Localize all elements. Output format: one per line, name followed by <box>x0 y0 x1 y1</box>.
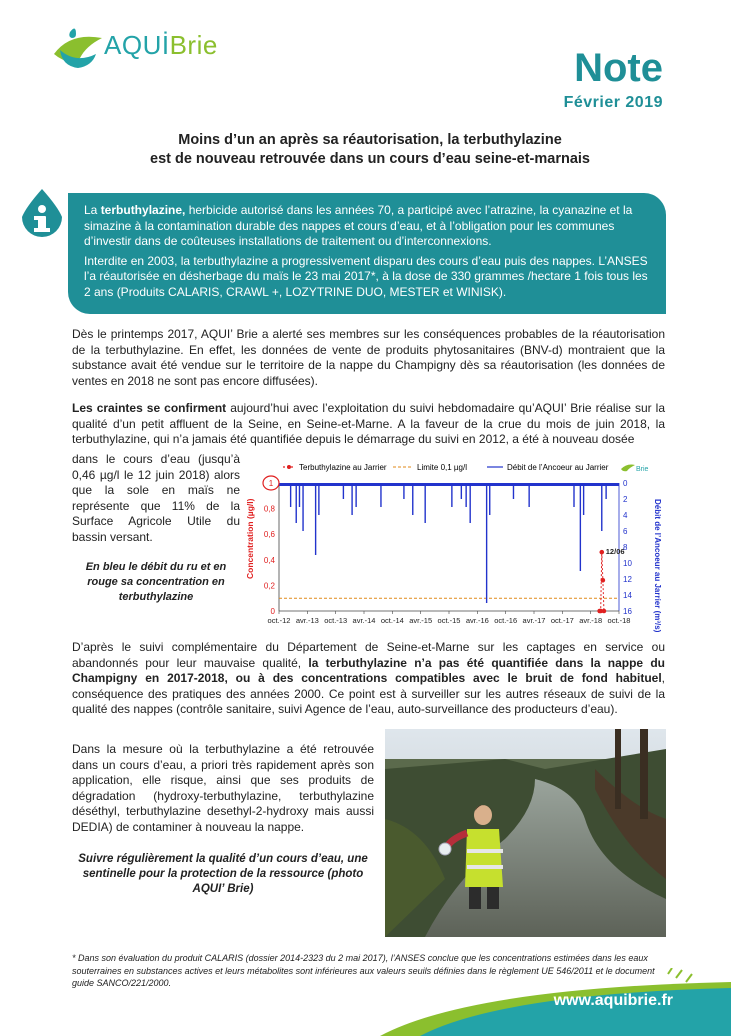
info-paragraph-1: La terbuthylazine, herbicide autorisé dans les années 70, a participé avec l’atrazine, la cyanazine et la simazine à la contamination durable des nappes et cours d’eau, et à l’obligation pour les communes d’investir dans de coûteuses installations de traitement ou d’interconnexions. <box>84 203 633 249</box>
paragraph-craintes-side: dans le cours d’eau (jusqu’à 0,46 µg/l le 12 juin 2018) alors que la sole en maïs ne représente que 11% de la Surface Agricole Utile du bassin versant. <box>72 452 240 544</box>
highlight-label: 1 <box>268 479 274 488</box>
y2-tick-label: 6 <box>623 527 628 536</box>
x-tick-label: oct.-16 <box>494 616 518 625</box>
y-tick-label: 0 <box>270 607 275 616</box>
x-tick-label: avr.-13 <box>295 616 319 625</box>
concentration-flow-chart <box>243 459 663 634</box>
legend-flow: Débit de l’Ancoeur au Jarrier <box>507 463 609 472</box>
concentration-point <box>601 578 606 583</box>
paragraph-craintes: Les craintes se confirment aujourd’hui avec l’exploitation du suivi hebdomadaire qu’AQUI’ Brie réalise sur la qualité d’un petit affluent de la Seine, en Seine-et-Marne. A la faveur de la crue du mois de juin 2018, la terbuthylazine, qui n’a jamais été quantifiée depuis le démarrage du suivi en 2012, a été à nouveau dosée <box>72 401 666 447</box>
headline-line-2: est de nouveau retrouvée dans un cours d’eau seine-et-marnais <box>150 151 590 167</box>
y2-tick-label: 14 <box>623 591 632 600</box>
y2-tick-label: 2 <box>623 495 628 504</box>
note-date: Février 2019 <box>563 94 663 111</box>
logo-text: AQUİBrie <box>104 30 218 60</box>
x-tick-label: avr.-18 <box>579 616 603 625</box>
chart-caption: En bleu le débit du ru et en rouge sa concentration en terbuthylazine <box>85 561 227 603</box>
y2-tick-label: 12 <box>623 575 632 584</box>
peak-label: 12/06 <box>605 547 625 557</box>
y2-tick-label: 16 <box>623 607 632 616</box>
x-tick-label: oct.-15 <box>437 616 461 625</box>
x-tick-label: oct.-13 <box>324 616 348 625</box>
note-title: Note <box>574 46 663 90</box>
footnote: * Dans son évaluation du produit CALARIS (dossier 2014-2323 du 2 mai 2017), l’ANSES conclue que les concentrations estimées dans les eaux souterraines en substances actives et leurs métabolites sont inférieures aux valeurs seuils définies dans le règlement UE 546/2011 et le document guide SANCO/221/2000. <box>72 953 655 988</box>
headline <box>120 131 620 169</box>
y2-tick-label: 0 <box>623 479 628 488</box>
y2-tick-label: 10 <box>623 559 632 568</box>
concentration-point <box>602 609 607 614</box>
y-axis-label: Concentration (µg/l) <box>245 498 255 579</box>
legend-limit: Limite 0,1 µg/l <box>417 463 467 472</box>
x-tick-label: avr.-16 <box>465 616 489 625</box>
paragraph-nappe: D’après le suivi complémentaire du Département de Seine-et-Marne sur les captages en service ou abandonnés pour leur mauvaise qualité, la terbuthylazine n’a pas été quantifiée dans la nappe du Champigny en 2017-2018, ou à des concentrations compatibles avec le bruit de fond habituel, conséquence des pratiques des années 2000. Ce point est à surveiller sur les autres réseaux de suivi de la qualité des nappes (contrôle sanitaire, suivi Agence de l’eau, auto-surveillance des producteurs d’eau). <box>72 640 665 717</box>
x-tick-label: avr.-14 <box>352 616 376 625</box>
info-paragraph-2: Interdite en 2003, la terbuthylazine a progressivement disparu des cours d’eau puis des nappes. L’ANSES l’a réautorisée en désherbage du maïs le 23 mai 2017*, à la dose de 330 grammes /hectare 1 fois tous les 2 ans (Produits CALARIS, CRAWL +, LOZYTRINE DUO, MESTER et WINISK). <box>84 253 648 299</box>
website-link[interactable]: www.aquibrie.fr <box>553 992 673 1009</box>
river-sampling-photo <box>385 729 666 937</box>
x-tick-label: oct.-17 <box>550 616 574 625</box>
concentration-point <box>599 550 604 555</box>
x-tick-label: avr.-15 <box>409 616 433 625</box>
flow-baseline <box>279 483 619 486</box>
info-box <box>68 193 666 314</box>
chart-logo-text: Brie <box>636 466 649 473</box>
chart-legend <box>283 463 609 472</box>
y2-tick-label: 4 <box>623 511 628 520</box>
x-tick-label: oct.-14 <box>380 616 404 625</box>
x-tick-label: avr.-17 <box>522 616 546 625</box>
chart-aquibrie-logo <box>621 465 649 474</box>
paragraph-intro: Dès le printemps 2017, AQUI’ Brie a alerté ses membres sur les conséquences probables de la réautorisation de la terbuthylazine. En effet, les données de vente de produits phytosanitaires (BNV-d) montraient que la substance avait été vendue sur le territoire de la nappe du Champigny dès sa réautorisation (les données de ventes en 2018 ne sont pas encore diffusées). <box>72 327 665 388</box>
y-tick-label: 0,6 <box>263 530 275 540</box>
photo-caption: Suivre régulièrement la qualité d’un cours d’eau, une sentinelle pour la protection de la ressource (photo AQUI’ Brie) <box>78 853 368 895</box>
y-tick-label: 0,8 <box>263 504 275 514</box>
paragraph-risque: Dans la mesure où la terbuthylazine a été retrouvée dans un cours d’eau, a priori très rapidement après son application, elle risque, ainsi que ses produits de dégradation (hydroxy-terbuthylazine, terbuthylazine déséthyl, terbuthylazine desethyl-2-hydroxy mais aussi DEDIA) de contaminer à nouveau la nappe. <box>72 742 374 834</box>
headline-line-1: Moins d’un an après sa réautorisation, la terbuthylazine <box>178 132 562 148</box>
x-tick-label: oct.-18 <box>607 616 631 625</box>
y2-axis-label: Débit de l’Ancoeur au Jarrier (m³/s) <box>653 499 662 633</box>
y2-tick-label: 8 <box>623 543 628 552</box>
info-icon <box>18 187 66 239</box>
x-tick-label: oct.-12 <box>267 616 291 625</box>
y-tick-label: 0,2 <box>263 581 275 591</box>
legend-conc: Terbuthylazine au Jarrier <box>299 463 387 472</box>
y-tick-label: 0,4 <box>263 555 275 565</box>
